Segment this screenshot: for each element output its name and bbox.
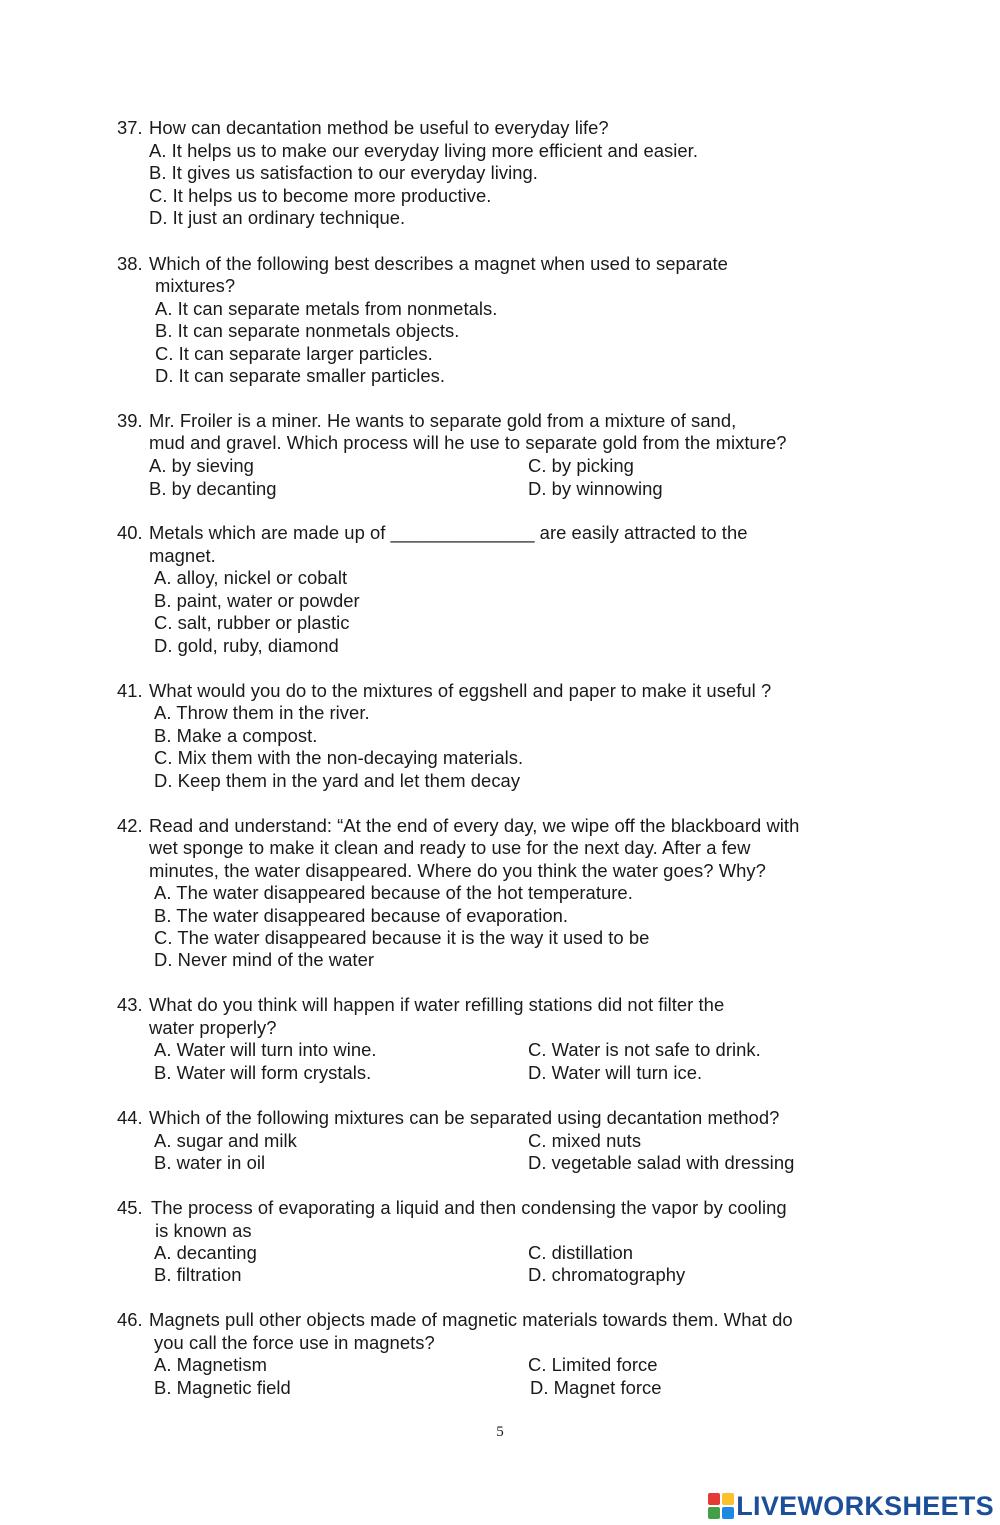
- question-number: 43.: [117, 994, 143, 1015]
- option-d: D. by winnowing: [528, 478, 663, 499]
- option-c: C. distillation: [528, 1242, 634, 1263]
- question-number: 45.: [117, 1197, 143, 1218]
- option-c: C. by picking: [528, 455, 634, 476]
- option-c: C. mixed nuts: [528, 1130, 642, 1151]
- question-text: What do you think will happen if water refilling stations did not filter the: [149, 994, 725, 1015]
- option-a: A. It can separate metals from nonmetals.: [155, 298, 498, 319]
- option-a: A. by sieving: [149, 455, 254, 476]
- question-number: 37.: [117, 117, 143, 138]
- option-d: D. It just an ordinary technique.: [149, 207, 406, 228]
- option-d: D. chromatography: [528, 1264, 686, 1285]
- question-text-cont: is known as: [155, 1220, 252, 1241]
- question-number: 46.: [117, 1309, 143, 1330]
- option-d: D. gold, ruby, diamond: [154, 635, 339, 656]
- liveworksheets-watermark: [707, 1490, 994, 1522]
- option-c: C. Mix them with the non-decaying materials.: [154, 747, 524, 768]
- option-a: A. Water will turn into wine.: [154, 1039, 377, 1060]
- question-text: Mr. Froiler is a miner. He wants to separate gold from a mixture of sand,: [149, 410, 737, 431]
- page-number: 5: [496, 1424, 504, 1440]
- option-c: C. It helps us to become more productive.: [149, 185, 492, 206]
- option-b: B. Magnetic field: [154, 1377, 291, 1398]
- question-text: Which of the following best describes a magnet when used to separate: [149, 253, 728, 274]
- brand-name: LIVEWORKSHEETS: [736, 1491, 994, 1521]
- option-a: A. decanting: [154, 1242, 257, 1263]
- option-d: D. Never mind of the water: [154, 949, 375, 970]
- option-a: A. The water disappeared because of the hot temperature.: [154, 882, 633, 903]
- option-b: B. It can separate nonmetals objects.: [155, 320, 460, 341]
- question-text: The process of evaporating a liquid and then condensing the vapor by cooling: [151, 1197, 787, 1218]
- question-text: Magnets pull other objects made of magnetic materials towards them. What do: [149, 1309, 793, 1330]
- option-a: A. alloy, nickel or cobalt: [154, 567, 348, 588]
- option-a: A. sugar and milk: [154, 1130, 297, 1151]
- question-text-cont: water properly?: [149, 1017, 277, 1038]
- option-d: D. Keep them in the yard and let them decay: [154, 770, 521, 791]
- question-number: 40.: [117, 522, 143, 543]
- question-text: Metals which are made up of ______________ are easily attracted to the: [149, 522, 748, 543]
- option-c: C. salt, rubber or plastic: [154, 612, 350, 633]
- option-a: A. It helps us to make our everyday living more efficient and easier.: [149, 140, 698, 161]
- question-text-cont: mud and gravel. Which process will he use to separate gold from the mixture?: [149, 432, 787, 453]
- option-b: B. Make a compost.: [154, 725, 318, 746]
- option-b: B. by decanting: [149, 478, 277, 499]
- option-b: B. The water disappeared because of evaporation.: [154, 905, 569, 926]
- option-a: A. Throw them in the river.: [154, 702, 370, 723]
- option-d: D. Water will turn ice.: [528, 1062, 703, 1083]
- question-text-cont: mixtures?: [155, 275, 236, 296]
- option-c: C. Water is not safe to drink.: [528, 1039, 761, 1060]
- option-b: B. It gives us satisfaction to our everyday living.: [149, 162, 538, 183]
- option-c: C. The water disappeared because it is the way it used to be: [154, 927, 650, 948]
- question-text-cont: wet sponge to make it clean and ready to use for the next day. After a few: [149, 837, 751, 858]
- question-text: Read and understand: “At the end of every day, we wipe off the blackboard with: [149, 815, 800, 836]
- option-c: C. Limited force: [528, 1354, 658, 1375]
- option-c: C. It can separate larger particles.: [155, 343, 433, 364]
- question-number: 41.: [117, 680, 143, 701]
- question-text: Which of the following mixtures can be separated using decantation method?: [149, 1107, 780, 1128]
- question-text: What would you do to the mixtures of eggshell and paper to make it useful ?: [149, 680, 772, 701]
- question-number: 39.: [117, 410, 143, 431]
- liveworksheets-logo-icon: [707, 1492, 735, 1520]
- option-b: B. paint, water or powder: [154, 590, 360, 611]
- option-b: B. water in oil: [154, 1152, 266, 1173]
- question-text: How can decantation method be useful to everyday life?: [149, 117, 609, 138]
- option-d: D. It can separate smaller particles.: [155, 365, 446, 386]
- question-number: 42.: [117, 815, 143, 836]
- question-number: 44.: [117, 1107, 143, 1128]
- option-d: D. vegetable salad with dressing: [528, 1152, 795, 1173]
- question-text-cont: magnet.: [149, 545, 216, 566]
- option-a: A. Magnetism: [154, 1354, 268, 1375]
- question-text-cont: minutes, the water disappeared. Where do you think the water goes? Why?: [149, 860, 766, 881]
- question-text-cont: you call the force use in magnets?: [154, 1332, 435, 1353]
- option-d: D. Magnet force: [530, 1377, 662, 1398]
- question-number: 38.: [117, 253, 143, 274]
- option-b: B. filtration: [154, 1264, 242, 1285]
- option-b: B. Water will form crystals.: [154, 1062, 372, 1083]
